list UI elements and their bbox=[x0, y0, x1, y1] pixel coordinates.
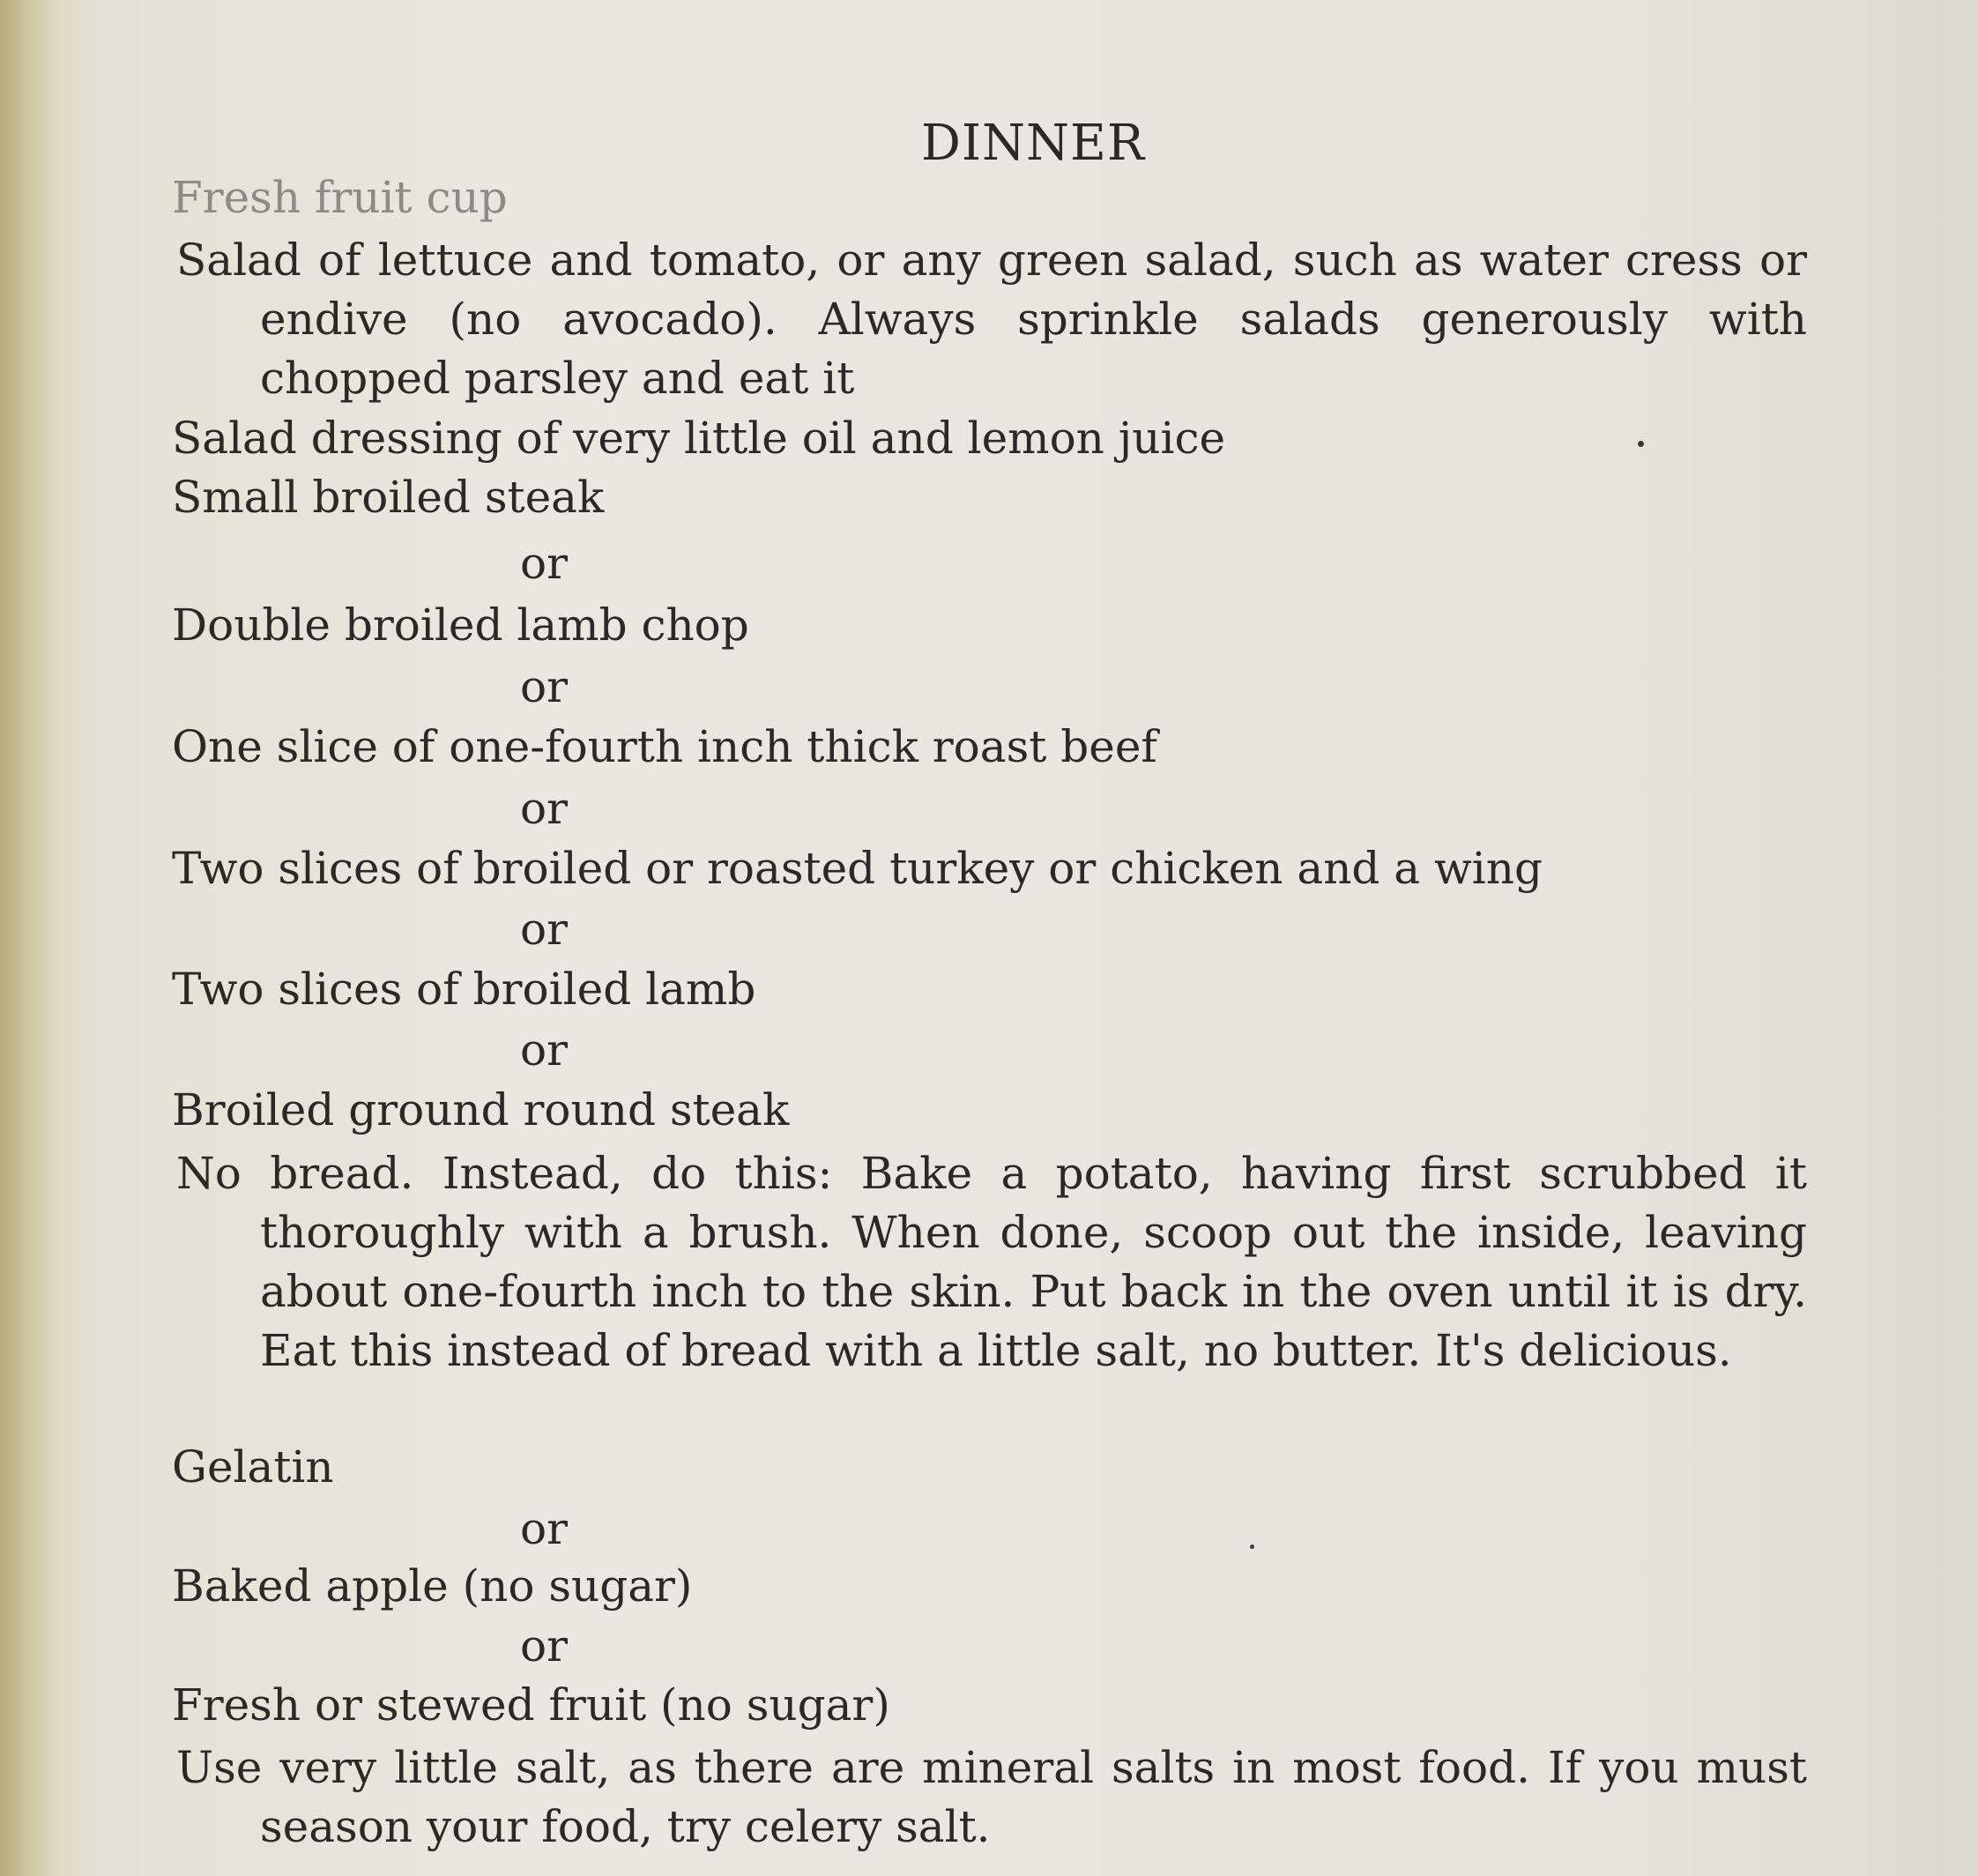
menu-item-broiled-lamb: Two slices of broiled lamb bbox=[172, 964, 756, 1015]
menu-item-baked-apple: Baked apple (no sugar) bbox=[172, 1560, 693, 1612]
menu-item-dressing: Salad dressing of very little oil and lemon juice bbox=[172, 413, 1226, 464]
or-separator: or bbox=[520, 904, 569, 955]
or-separator: or bbox=[520, 1024, 569, 1076]
bread-substitute-note: No bread. Instead, do this: Bake a potato, having first scrubbed it thoroughly with a brush. When done, scoop out the inside, leaving about one-fourth inch to the skin. Put back in the oven until it is dry. Eat this instead of bread with a little salt, no butter. It's delicious. bbox=[176, 1148, 1807, 1376]
menu-item-ground-round: Broiled ground round steak bbox=[172, 1084, 790, 1135]
ink-speck bbox=[1250, 1545, 1254, 1549]
menu-item-roast-beef: One slice of one-fourth inch thick roast beef bbox=[172, 721, 1157, 772]
or-separator: or bbox=[520, 1503, 569, 1554]
menu-item-lamb-chop: Double broiled lamb chop bbox=[172, 599, 749, 651]
menu-item-fruit-cup: Fresh fruit cup bbox=[172, 172, 508, 223]
page-heading: DINNER bbox=[921, 115, 1146, 172]
or-separator: or bbox=[520, 1620, 569, 1671]
menu-item-salad: Salad of lettuce and tomato, or any green salad, such as water cress or endive (no avocado). Always sprinkle salads generously with chopped parsley and eat it bbox=[176, 234, 1807, 404]
menu-item-gelatin: Gelatin bbox=[172, 1441, 334, 1493]
salt-note: Use very little salt, as there are mineral salts in most food. If you must season your food, try celery salt. bbox=[176, 1742, 1807, 1852]
menu-item-fresh-fruit: Fresh or stewed fruit (no sugar) bbox=[172, 1679, 890, 1731]
or-separator: or bbox=[520, 661, 569, 712]
page-gutter-shadow bbox=[0, 0, 62, 1876]
ink-speck bbox=[1638, 441, 1644, 447]
or-separator: or bbox=[520, 538, 569, 589]
menu-item-turkey: Two slices of broiled or roasted turkey or chicken and a wing bbox=[172, 843, 1543, 894]
or-separator: or bbox=[520, 783, 569, 834]
menu-item-steak: Small broiled steak bbox=[172, 472, 605, 523]
